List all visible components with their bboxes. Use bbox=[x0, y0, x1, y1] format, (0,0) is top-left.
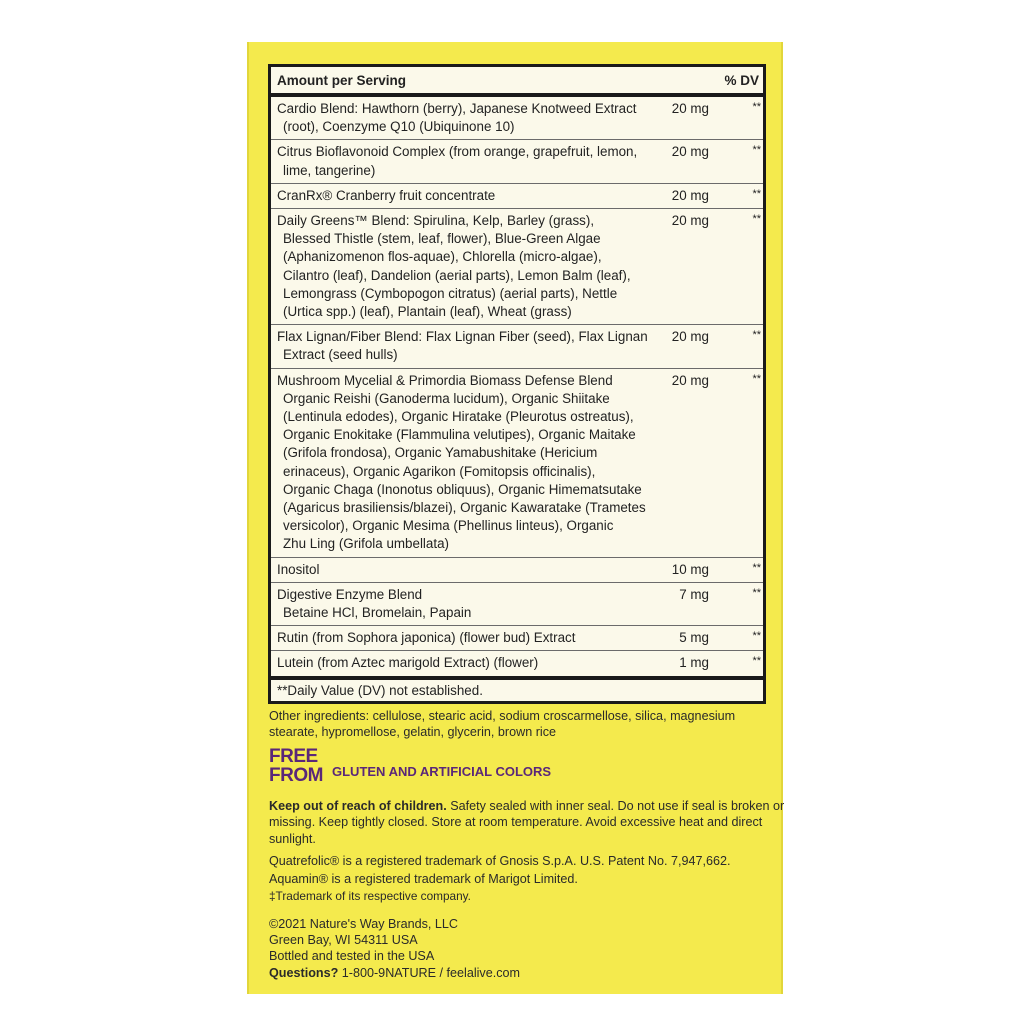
ingredient-line: Mushroom Mycelial & Primordia Biomass Defense Blend bbox=[277, 372, 613, 388]
ingredient-name bbox=[277, 328, 649, 364]
other-ingredients bbox=[269, 708, 735, 741]
ingredient-line: Organic Chaga (Inonotus obliquus), Organic Himematsutake bbox=[283, 481, 642, 497]
ingredient-name bbox=[277, 561, 649, 579]
free-from-text: GLUTEN AND ARTIFICIAL COLORS bbox=[332, 764, 552, 779]
ingredient-dv: ** bbox=[752, 187, 761, 200]
warning-line: sunlight. bbox=[269, 831, 316, 846]
ingredient-dv: ** bbox=[752, 630, 761, 643]
ingredient-row bbox=[271, 209, 763, 325]
ingredient-line: (Agaricus brasiliensis/blazei), Organic Kawaratake (Trametes bbox=[283, 500, 646, 516]
ingredient-line: Cardio Blend: Hawthorn (berry), Japanese Knotweed Extract bbox=[277, 101, 637, 116]
warning-line: Safety sealed with inner seal. Do not use if seal is broken or bbox=[446, 799, 785, 813]
ingredient-dv: ** bbox=[752, 329, 761, 342]
ingredient-line: (Grifola frondosa), Organic Yamabushitake (Hericium bbox=[283, 445, 598, 461]
ingredient-dv: ** bbox=[752, 144, 761, 157]
ingredient-line: (Aphanizomenon flos-aquae), Chlorella (micro-algae), bbox=[283, 249, 602, 265]
ingredient-line: lime, tangerine) bbox=[283, 162, 376, 178]
company-line: ©2021 Nature's Way Brands, LLC bbox=[269, 917, 459, 931]
amount-per-serving-label: Amount per Serving bbox=[277, 73, 407, 88]
ingredient-line: Citrus Bioflavonoid Complex (from orange, grapefruit, lemon, bbox=[277, 144, 638, 160]
ingredient-line: Zhu Ling (Grifola umbellata) bbox=[283, 536, 449, 552]
ingredient-amount: 20 mg bbox=[671, 144, 709, 160]
ingredient-row bbox=[271, 369, 763, 558]
ingredient-line: Cilantro (leaf), Dandelion (aerial parts), Lemon Balm (leaf), bbox=[283, 267, 631, 283]
warning-text bbox=[269, 798, 784, 847]
ingredient-rows bbox=[271, 97, 763, 680]
ingredient-line: erinaceus), Organic Agarikon (Fomitopsis officinalis), bbox=[283, 463, 596, 479]
ingredient-name bbox=[277, 654, 649, 672]
ingredient-line: Flax Lignan/Fiber Blend: Flax Lignan Fiber (seed), Flax Lignan bbox=[277, 329, 648, 345]
ingredient-amount: 20 mg bbox=[671, 372, 709, 388]
ingredient-amount: 5 mg bbox=[679, 630, 709, 646]
ingredient-line: Extract (seed hulls) bbox=[283, 347, 398, 363]
ingredient-name bbox=[277, 586, 649, 622]
ingredient-line: versicolor), Organic Mesima (Phellinus linteus), Organic bbox=[283, 518, 614, 534]
ingredient-row bbox=[271, 651, 763, 679]
company-line: Bottled and tested in the USA bbox=[269, 949, 435, 964]
dv-label: % DV bbox=[724, 73, 759, 88]
trademarks bbox=[269, 853, 730, 906]
supplement-facts-panel bbox=[268, 64, 766, 704]
ingredient-name bbox=[277, 143, 649, 179]
ingredient-dv: ** bbox=[752, 101, 761, 113]
ingredient-row bbox=[271, 325, 763, 368]
ingredient-line: Digestive Enzyme Blend bbox=[277, 586, 423, 602]
ingredient-amount: 7 mg bbox=[679, 586, 709, 602]
warning-line: missing. Keep tightly closed. Store at room temperature. Avoid excessive heat and direct bbox=[269, 815, 763, 830]
ingredient-row bbox=[271, 97, 763, 140]
ingredient-line: (Lentinula edodes), Organic Hiratake (Pleurotus ostreatus), bbox=[283, 409, 634, 425]
ingredient-line: Lutein (from Aztec marigold Extract) (flower) bbox=[277, 655, 539, 671]
ingredient-line: Betaine HCl, Bromelain, Papain bbox=[283, 605, 472, 621]
ingredient-line: CranRx® Cranberry fruit concentrate bbox=[277, 187, 496, 203]
ingredient-dv: ** bbox=[752, 372, 761, 385]
ingredient-line: (root), Coenzyme Q10 (Ubiquinone 10) bbox=[283, 119, 515, 135]
ingredient-amount: 10 mg bbox=[671, 561, 709, 577]
ingredient-dv: ** bbox=[752, 561, 761, 574]
ingredient-row bbox=[271, 558, 763, 583]
ingredient-dv: ** bbox=[752, 586, 761, 599]
ingredient-line: Organic Enokitake (Flammulina velutipes), Organic Maitake bbox=[283, 427, 636, 443]
trademark-line: ‡Trademark of its respective company. bbox=[269, 889, 471, 903]
ingredient-amount: 20 mg bbox=[671, 187, 709, 203]
ingredient-line: Rutin (from Sophora japonica) (flower bud) Extract bbox=[277, 630, 576, 646]
ingredient-dv: ** bbox=[752, 655, 761, 668]
ingredient-row bbox=[271, 184, 763, 209]
warning-bold: Keep out of reach of children. bbox=[269, 799, 447, 813]
free-word: FREE bbox=[269, 746, 318, 767]
ingredient-name bbox=[277, 372, 649, 554]
questions-bold: Questions? bbox=[269, 965, 339, 980]
ingredient-name bbox=[277, 100, 649, 136]
ingredient-amount: 20 mg bbox=[671, 101, 709, 116]
dv-footnote: **Daily Value (DV) not established. bbox=[277, 683, 483, 698]
trademark-line: Quatrefolic® is a registered trademark of Gnosis S.p.A. U.S. Patent No. 7,947,662. bbox=[269, 854, 731, 868]
other-ingredients-line: stearate, hypromellose, gelatin, glycerin, brown rice bbox=[269, 725, 556, 740]
trademark-line: Aquamin® is a registered trademark of Marigot Limited. bbox=[269, 871, 578, 886]
ingredient-line: Inositol bbox=[277, 561, 320, 577]
ingredient-row bbox=[271, 140, 763, 183]
ingredient-line: Organic Reishi (Ganoderma lucidum), Organic Shiitake bbox=[283, 390, 610, 406]
ingredient-name bbox=[277, 187, 649, 205]
ingredient-line: Lemongrass (Cymbopogon citratus) (aerial parts), Nettle bbox=[283, 285, 618, 301]
ingredient-amount: 20 mg bbox=[671, 329, 709, 345]
ingredient-line: Blessed Thistle (stem, leaf, flower), Blue-Green Algae bbox=[283, 231, 601, 247]
ingredient-name bbox=[277, 212, 649, 321]
ingredient-line: (Urtica spp.) (leaf), Plantain (leaf), Wheat (grass) bbox=[283, 304, 572, 320]
company-line: Green Bay, WI 54311 USA bbox=[269, 933, 418, 948]
ingredient-row bbox=[271, 626, 763, 651]
ingredient-name bbox=[277, 629, 649, 647]
free-from-label bbox=[269, 747, 323, 785]
other-ingredients-line: Other ingredients: cellulose, stearic acid, sodium croscarmellose, silica, magnesium bbox=[269, 709, 736, 723]
ingredient-dv: ** bbox=[752, 213, 761, 226]
company-info bbox=[269, 916, 520, 981]
questions-text: 1-800-9NATURE / feelalive.com bbox=[338, 965, 521, 980]
ingredient-amount: 1 mg bbox=[679, 655, 709, 671]
from-word: FROM bbox=[269, 765, 323, 786]
ingredient-row bbox=[271, 583, 763, 626]
ingredient-amount: 20 mg bbox=[671, 213, 709, 229]
ingredient-line: Daily Greens™ Blend: Spirulina, Kelp, Barley (grass), bbox=[277, 213, 595, 229]
panel-header bbox=[271, 67, 763, 97]
